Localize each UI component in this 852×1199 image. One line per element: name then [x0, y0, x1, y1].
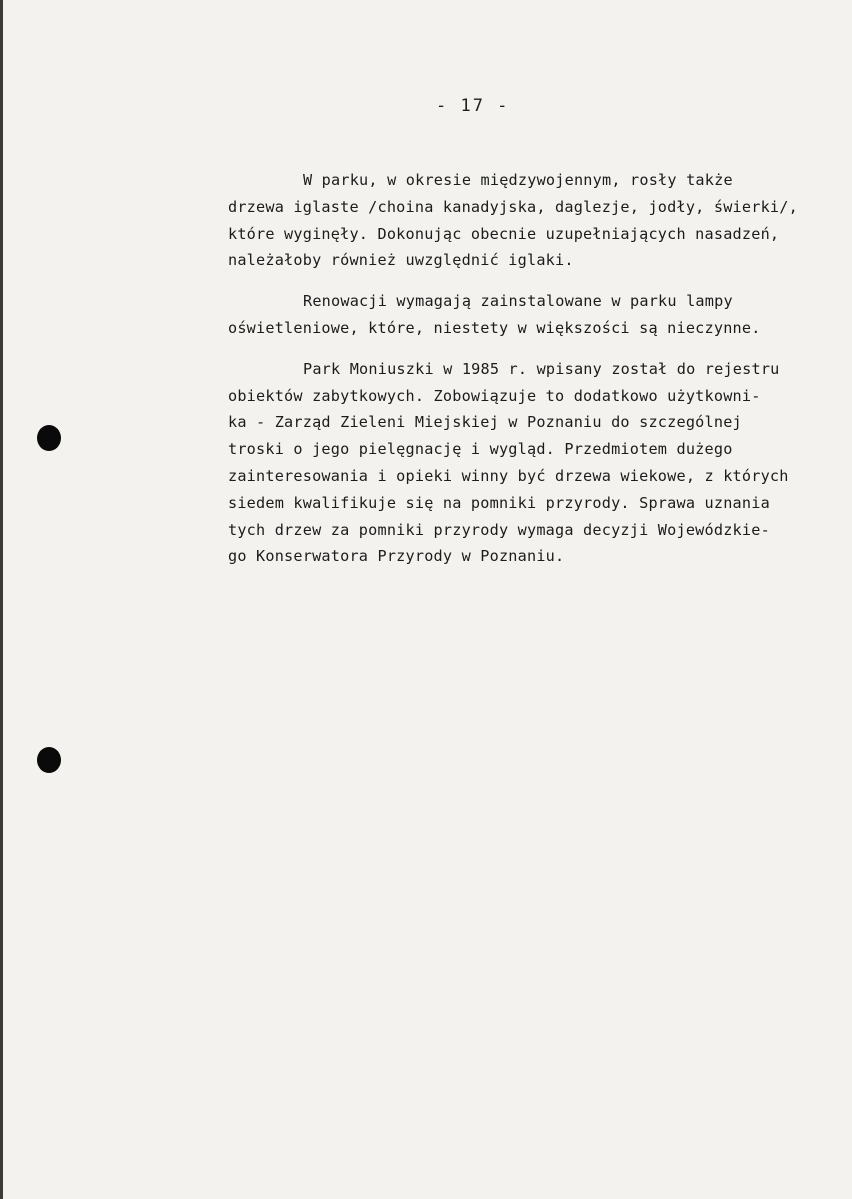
punch-hole [37, 747, 61, 773]
text-line: W parku, w okresie międzywojennym, rosły także [303, 171, 733, 189]
text-line: Park Moniuszki w 1985 r. wpisany został do rejestru [303, 359, 780, 378]
page-number: - 17 - [436, 96, 510, 116]
paragraph [228, 288, 852, 342]
text-line: siedem kwalifikuje się na pomniki przyrody. Sprawa uznania [228, 493, 770, 512]
text-line: które wyginęły. Dokonując obecnie uzupełniających nasadzeń, [228, 224, 780, 243]
page-edge [0, 0, 3, 1199]
text-line: ka - Zarząd Zieleni Miejskiej w Poznaniu do szczególnej [228, 413, 742, 432]
text-line: tych drzew za pomniki przyrody wymaga decyzji Wojewódzkie- [228, 520, 770, 539]
text-line: obiektów zabytkowych. Zobowiązuje to dodatkowo użytkowni- [228, 386, 761, 405]
text-line: należałoby również uwzględnić iglaki. [228, 251, 574, 270]
text-line: drzewa iglaste /choina kanadyjska, daglezje, jodły, świerki/, [228, 197, 798, 216]
text-line: Renowacji wymagają zainstalowane w parku lampy [303, 292, 733, 311]
text-line: zainteresowania i opieki winny być drzewa wiekowe, z których [228, 466, 789, 485]
paragraph [228, 167, 852, 274]
punch-hole [37, 425, 61, 451]
body-text [228, 167, 852, 584]
text-line: go Konserwatora Przyrody w Poznaniu. [228, 547, 565, 566]
paragraph [228, 356, 852, 570]
text-line: oświetleniowe, które, niestety w większości są nieczynne. [228, 318, 761, 337]
text-line: troski o jego pielęgnację i wygląd. Przedmiotem dużego [228, 440, 733, 459]
